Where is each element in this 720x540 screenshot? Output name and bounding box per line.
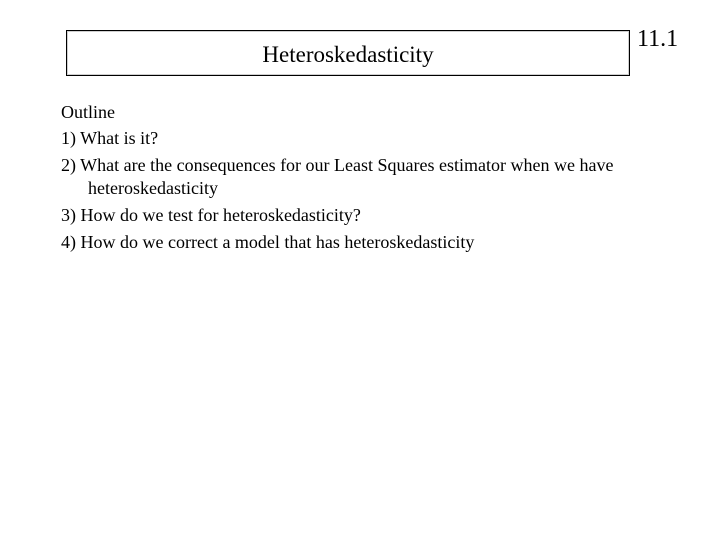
outline-item-4: 4) How do we correct a model that has heteroskedasticity <box>61 232 475 252</box>
outline-list <box>61 127 661 254</box>
outline-section <box>61 101 661 258</box>
outline-item-1: 1) What is it? <box>61 128 159 148</box>
slide-title: Heteroskedasticity <box>262 42 434 67</box>
slide-number: 11.1 <box>637 26 679 52</box>
outline-item-2: 2) What are the consequences for our Least Squares estimator when we have heteroskedasticity <box>61 155 614 198</box>
outline-item-3: 3) How do we test for heteroskedasticity? <box>61 205 361 225</box>
outline-heading: Outline <box>61 102 115 122</box>
title-box <box>66 30 630 76</box>
